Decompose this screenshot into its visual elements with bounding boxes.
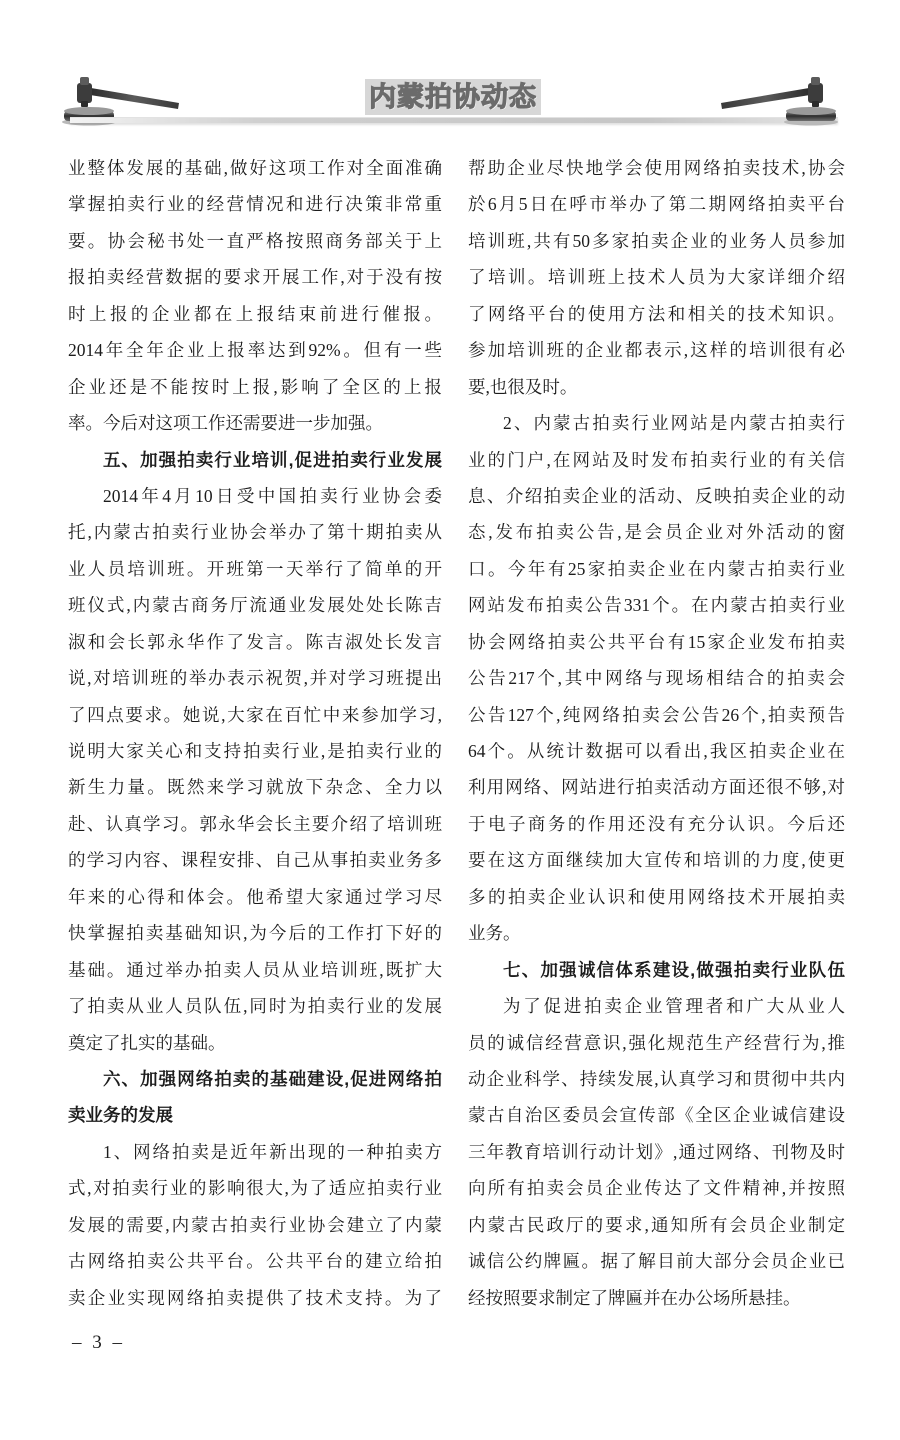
text-line: 基础。通过举办拍卖人员从业培训班,既扩大: [68, 959, 442, 980]
text-line: 了培训。培训班上技术人员为大家详细介绍: [468, 267, 845, 288]
text-line: 说明大家关心和支持拍卖行业,是拍卖行业的: [68, 741, 442, 761]
heading-line: 卖业务的发展: [68, 1105, 173, 1126]
text-line: 参加培训班的企业都表示,这样的培训很有必: [468, 340, 845, 361]
heading-line: 五、加强拍卖行业培训,促进拍卖行业发展: [103, 449, 442, 470]
text-line: 业整体发展的基础,做好这项工作对全面准确: [68, 158, 442, 178]
text-line: 了网络平台的使用方法和相关的技术知识。: [468, 303, 845, 324]
text-line: 於6月5日在呼市举办了第二期网络拍卖平台: [468, 194, 845, 215]
text-line: 企业还是不能按时上报,影响了全区的上报: [68, 376, 442, 397]
text-line: 64个。从统计数据可以看出,我区拍卖企业在: [468, 741, 845, 761]
text-line: 态,发布拍卖公告,是会员企业对外活动的窗: [468, 522, 845, 543]
text-line: 业的门户,在网站及时发布拍卖行业的有关信: [468, 449, 845, 470]
text-line: 的学习内容、课程安排、自己从事拍卖业务多: [68, 850, 442, 871]
heading-line: 七、加强诚信体系建设,做强拍卖行业队伍: [503, 959, 845, 980]
text-line: 卖企业实现网络拍卖提供了技术支持。为了: [68, 1287, 442, 1308]
heading-line: 六、加强网络拍卖的基础建设,促进网络拍: [103, 1068, 442, 1089]
page-title: 内蒙拍协动态: [365, 79, 541, 115]
text-line: 内蒙古民政厅的要求,通知所有会员企业制定: [468, 1214, 845, 1235]
text-line: 2014年全年企业上报率达到92%。但有一些: [68, 340, 442, 361]
text-column-left: [68, 150, 442, 1320]
text-column-right: [468, 150, 845, 1320]
text-line: 诚信公约牌匾。据了解目前大部分会员企业已: [468, 1251, 845, 1272]
text-line: 托,内蒙古拍卖行业协会举办了第十期拍卖从: [68, 522, 442, 543]
text-line: 淑和会长郭永华作了发言。陈吉淑处长发言: [68, 631, 442, 652]
text-line: 多的拍卖企业认识和使用网络技术开展拍卖: [468, 886, 845, 907]
text-line: 网站发布拍卖公告331个。在内蒙古拍卖行业: [468, 595, 845, 616]
text-line: 为了促进拍卖企业管理者和广大从业人: [503, 996, 845, 1017]
text-line: 要。协会秘书处一直严格按照商务部关于上: [68, 230, 442, 251]
text-line: 掌握拍卖行业的经营情况和进行决策非常重: [68, 194, 442, 215]
text-line: 要在这方面继续加大宣传和培训的力度,使更: [468, 850, 845, 871]
text-line: 新生力量。既然来学习就放下杂念、全力以: [68, 777, 442, 798]
gavel-icon-right: [714, 76, 840, 126]
text-line: 公告217个,其中网络与现场相结合的拍卖会: [468, 668, 845, 689]
text-line: 口。今年有25家拍卖企业在内蒙古拍卖行业: [468, 558, 845, 579]
text-line: 说,对培训班的举办表示祝贺,并对学习班提出: [68, 668, 442, 689]
text-line: 员的诚信经营意识,强化规范生产经营行为,推: [468, 1032, 845, 1053]
text-line: 培训班,共有50多家拍卖企业的业务人员参加: [468, 230, 845, 251]
text-line: 古网络拍卖公共平台。公共平台的建立给拍: [68, 1251, 442, 1272]
page-header: [0, 0, 900, 140]
text-line: 1、网络拍卖是近年新出现的一种拍卖方: [103, 1141, 442, 1162]
text-line: 业务。: [468, 923, 521, 944]
text-line: 经按照要求制定了牌匾并在办公场所悬挂。: [468, 1287, 801, 1308]
text-line: 时上报的企业都在上报结束前进行催报。: [68, 303, 442, 324]
text-line: 2014年4月10日受中国拍卖行业协会委: [103, 485, 442, 506]
page-number: – 3 –: [72, 1332, 125, 1353]
text-line: 快掌握拍卖基础知识,为今后的工作打下好的: [68, 923, 442, 944]
text-line: 息、介绍拍卖企业的活动、反映拍卖企业的动: [468, 485, 845, 506]
text-line: 率。今后对这项工作还需要进一步加强。: [68, 413, 383, 434]
text-line: 年来的心得和体会。他希望大家通过学习尽: [68, 886, 442, 907]
text-line: 要,也很及时。: [468, 376, 578, 397]
text-line: 向所有拍卖会员企业传达了文件精神,并按照: [468, 1178, 845, 1199]
text-line: 报拍卖经营数据的要求开展工作,对于没有按: [68, 267, 442, 288]
text-line: 帮助企业尽快地学会使用网络拍卖技术,协会: [468, 158, 845, 178]
text-line: 了四点要求。她说,大家在百忙中来参加学习,: [68, 704, 442, 725]
text-line: 动企业科学、持续发展,认真学习和贯彻中共内: [468, 1068, 845, 1089]
text-line: 式,对拍卖行业的影响很大,为了适应拍卖行业: [68, 1178, 442, 1199]
text-line: 2、内蒙古拍卖行业网站是内蒙古拍卖行: [503, 413, 845, 434]
text-line: 蒙古自治区委员会宣传部《全区企业诚信建设: [468, 1105, 845, 1126]
text-line: 于电子商务的作用还没有充分认识。今后还: [468, 813, 845, 834]
text-line: 三年教育培训行动计划》,通过网络、刊物及时: [468, 1141, 845, 1162]
text-line: 业人员培训班。开班第一天举行了简单的开: [68, 558, 442, 579]
text-line: 发展的需要,内蒙古拍卖行业协会建立了内蒙: [68, 1214, 442, 1235]
text-line: 班仪式,内蒙古商务厅流通业发展处处长陈吉: [68, 595, 442, 616]
text-line: 利用网络、网站进行拍卖活动方面还很不够,对: [468, 777, 845, 798]
text-line: 了拍卖从业人员队伍,同时为拍卖行业的发展: [68, 996, 442, 1017]
text-line: 赴、认真学习。郭永华会长主要介绍了培训班: [68, 813, 442, 834]
text-line: 奠定了扎实的基础。: [68, 1032, 226, 1053]
text-line: 协会网络拍卖公共平台有15家企业发布拍卖: [468, 631, 845, 652]
text-line: 公告127个,纯网络拍卖会公告26个,拍卖预告: [468, 704, 845, 725]
